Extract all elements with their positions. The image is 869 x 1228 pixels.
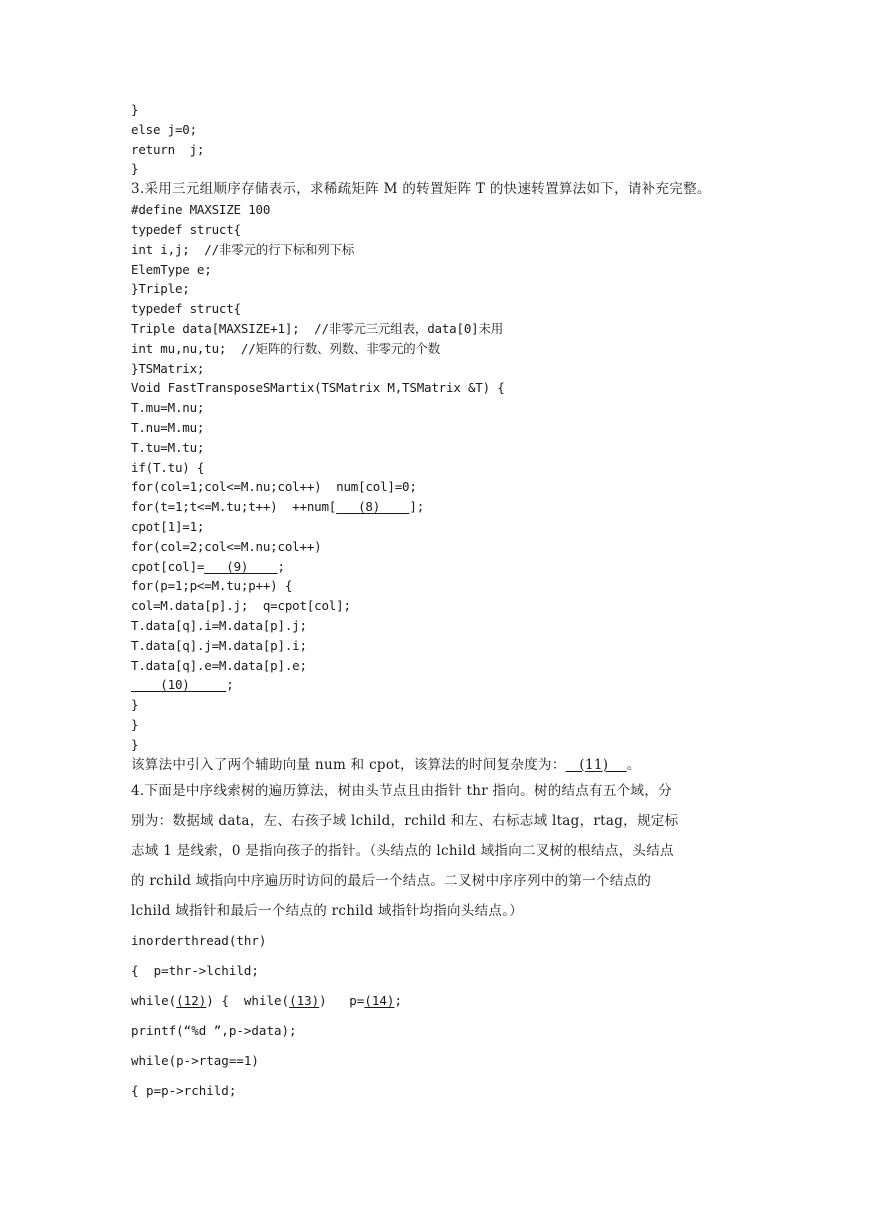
code-line: int mu,nu,tu; //矩阵的行数、列数、非零元的个数 (131, 340, 441, 356)
code-line-blank-8: for(t=1;t<=M.tu;t++) ++num[ (8) ]; (131, 499, 425, 515)
code-line: }TSMatrix; (131, 360, 205, 376)
fill-blank-11: (11) (565, 756, 627, 773)
code-line: for(p=1;p<=M.tu;p++) { (131, 578, 293, 594)
code-line: { p=thr->lchild; (131, 962, 259, 978)
code-line: while(p->rtag==1) (131, 1052, 259, 1068)
fill-blank-14: (14) (364, 992, 395, 1008)
code-line: ElemType e; (131, 261, 212, 277)
code-line: }Triple; (131, 281, 190, 297)
question-4-code (131, 926, 741, 1106)
code-line: else j=0; (131, 121, 197, 137)
question-4-intro (131, 776, 741, 926)
question-3-code (131, 200, 741, 754)
code-line: T.nu=M.mu; (131, 419, 205, 435)
code-line: if(T.tu) { (131, 459, 205, 475)
code-line: { p=p->rchild; (131, 1082, 237, 1098)
code-line: T.data[q].j=M.data[p].i; (131, 637, 307, 653)
document-page (131, 100, 741, 1106)
code-line: } (131, 716, 139, 732)
code-line: typedef struct{ (131, 301, 241, 317)
code-line: col=M.data[p].j; q=cpot[col]; (131, 598, 351, 614)
fill-blank-12: (12) (176, 992, 207, 1008)
code-line-blank-9: cpot[col]= (9) ; (131, 558, 285, 574)
code-block-end-prev (131, 100, 741, 179)
code-line: T.data[q].i=M.data[p].j; (131, 617, 307, 633)
paragraph-line: lchild 域指针和最后一个结点的 rchild 域指针均指向头结点。） (131, 902, 524, 919)
code-line: Void FastTransposeSMartix(TSMatrix M,TSMatrix &T) { (131, 380, 505, 396)
code-line: typedef struct{ (131, 221, 241, 237)
code-line: inorderthread(thr) (131, 932, 267, 948)
fill-blank-10: (10) (131, 677, 227, 693)
code-line: } (131, 161, 139, 177)
code-line: for(col=2;col<=M.nu;col++) (131, 538, 322, 554)
code-line-blanks-12-14: while((12)) { while((13)) p=(14); (131, 992, 402, 1008)
fill-blank-8: (8) (336, 499, 410, 515)
code-line: #define MAXSIZE 100 (131, 202, 271, 218)
code-line: } (131, 697, 139, 713)
code-line: } (131, 102, 139, 117)
code-line: Triple data[MAXSIZE+1]; //非零元三元组表，data[0]未用 (131, 320, 504, 336)
code-line: cpot[1]=1; (131, 518, 205, 534)
code-line: T.data[q].e=M.data[p].e; (131, 657, 307, 673)
paragraph-line: 别为：数据域 data，左、右孩子域 lchild，rchild 和左、右标志域 ltag，rtag，规定标 (131, 812, 679, 829)
code-line: int i,j; //非零元的行下标和列下标 (131, 241, 355, 257)
question-3-complexity: 该算法中引入了两个辅助向量 num 和 cpot，该算法的时间复杂度为： (11) 。 (131, 756, 641, 773)
paragraph-line: 的 rchild 域指向中序遍历时访问的最后一个结点。二叉树中序序列中的第一个结点的 (131, 872, 652, 889)
paragraph-line: 4.下面是中序线索树的遍历算法，树由头节点且由指针 thr 指向。树的结点有五个域，分 (131, 782, 672, 799)
code-line: T.tu=M.tu; (131, 439, 205, 455)
paragraph-line: 志域 1 是线索，0 是指向孩子的指针。（头结点的 lchild 域指向二叉树的根结点，头结点 (131, 842, 674, 859)
code-line: T.mu=M.nu; (131, 400, 205, 416)
code-line: printf(“%d ”,p->data); (131, 1022, 297, 1038)
question-3-intro: 3.采用三元组顺序存储表示，求稀疏矩阵 M 的转置矩阵 T 的快速转置算法如下，请补充完整。 (131, 181, 711, 198)
code-line: } (131, 736, 139, 752)
code-line: return j; (131, 141, 205, 157)
fill-blank-13: (13) (289, 992, 320, 1008)
code-line-blank-10: (10) ; (131, 677, 234, 693)
fill-blank-9: (9) (204, 558, 278, 574)
code-line: for(col=1;col<=M.nu;col++) num[col]=0; (131, 479, 417, 495)
